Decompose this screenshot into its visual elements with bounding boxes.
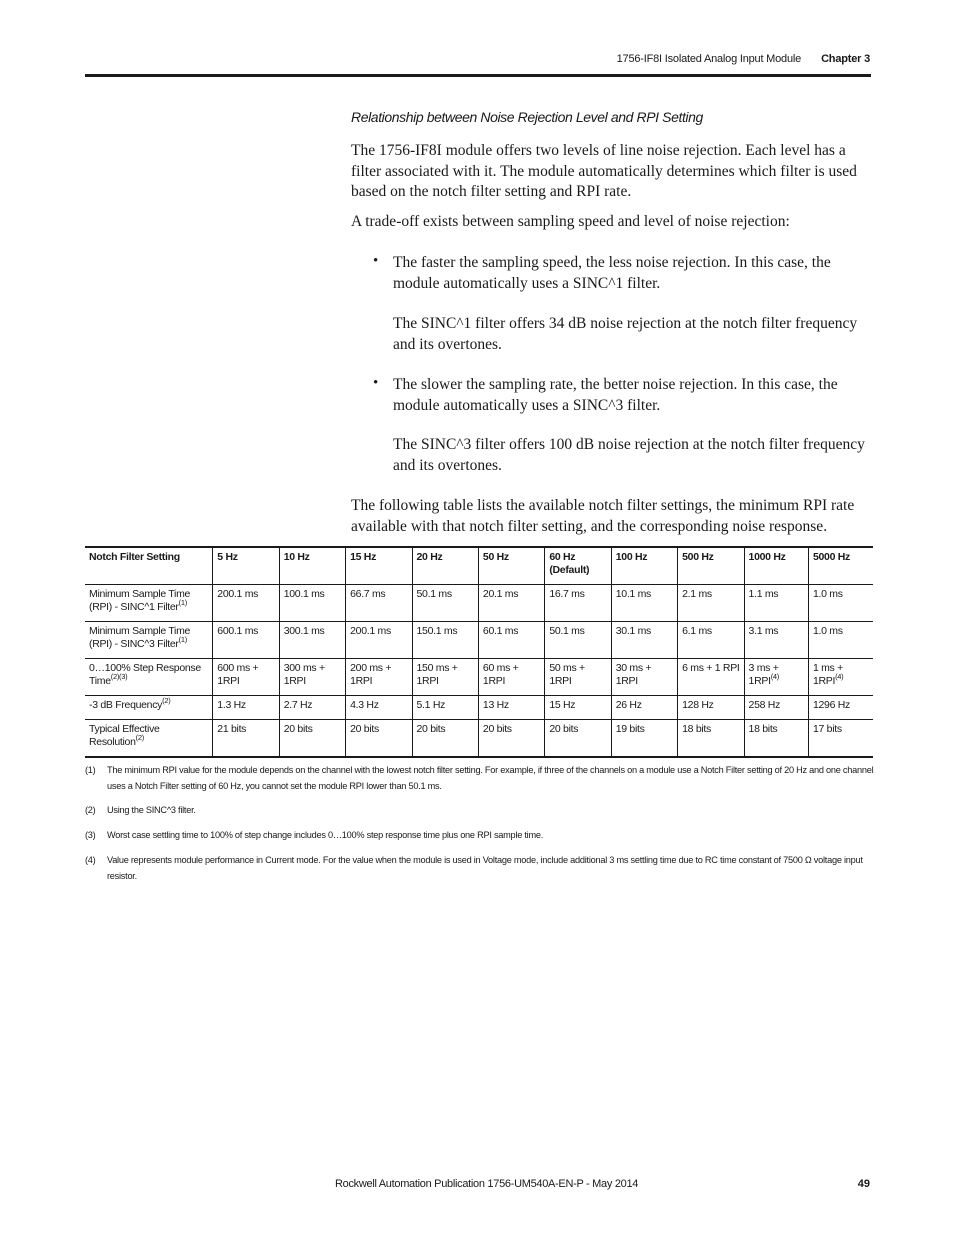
- bullet-2-detail: The SINC^3 filter offers 100 dB noise rejection at the notch filter frequency and its overtones.: [393, 436, 865, 474]
- table-cell: 20 bits: [412, 720, 478, 758]
- table-cell: 1.1 ms: [744, 585, 808, 622]
- table-cell: 6 ms + 1 RPI: [678, 659, 744, 696]
- table-cell: 1.0 ms: [808, 622, 873, 659]
- table-cell: 20 bits: [279, 720, 345, 758]
- table-cell: 2.7 Hz: [279, 696, 345, 720]
- table-cell: 300.1 ms: [279, 622, 345, 659]
- bullet-marker: •: [373, 375, 379, 391]
- table-intro-paragraph: The following table lists the available notch filter settings, the minimum RPI rate available with that notch filter setting, and the corresponding noise response.: [351, 497, 855, 535]
- table-cell: 200 ms + 1RPI: [346, 659, 412, 696]
- table-cell: 26 Hz: [611, 696, 677, 720]
- column-header: 15 Hz: [346, 547, 412, 585]
- footnote-3: (3) Worst case settling time to 100% of step change includes 0…100% step response time plus one RPI sample time.: [85, 830, 544, 840]
- table-row: [85, 720, 873, 758]
- bullet-1-text: The faster the sampling speed, the less noise rejection. In this case, the module automatically uses a SINC^1 filter.: [393, 254, 831, 292]
- table-cell: 6.1 ms: [678, 622, 744, 659]
- table-cell: 200.1 ms: [213, 585, 279, 622]
- table-cell: 60.1 ms: [478, 622, 544, 659]
- table-cell: 30 ms + 1RPI: [611, 659, 677, 696]
- table-cell: 50 ms + 1RPI: [545, 659, 611, 696]
- header-rule: [85, 74, 871, 77]
- table-cell: 50.1 ms: [412, 585, 478, 622]
- tradeoff-paragraph: A trade-off exists between sampling speed and level of noise rejection:: [351, 213, 790, 230]
- footnote-4: (4) Value represents module performance in Current mode. For the value when the module is used in Voltage mode, include additional 3 ms settling time due to RC time constant of 7500 Ω voltage input resistor.: [85, 855, 863, 881]
- table-cell: 5.1 Hz: [412, 696, 478, 720]
- table-cell: 30.1 ms: [611, 622, 677, 659]
- header-module-title: 1756-IF8I Isolated Analog Input Module: [616, 53, 802, 65]
- column-header: 1000 Hz: [744, 547, 808, 585]
- column-header: 5000 Hz: [808, 547, 873, 585]
- table-cell: 66.7 ms: [346, 585, 412, 622]
- table-cell: 1296 Hz: [808, 696, 873, 720]
- intro-paragraph: The 1756-IF8I module offers two levels of line noise rejection. Each level has a filter associated with it. The module automatically determines which filter is used based on the notch filter setting and RPI rate.: [351, 142, 857, 200]
- table-cell: 258 Hz: [744, 696, 808, 720]
- notch-filter-table: [85, 546, 873, 758]
- table-cell: 20 bits: [478, 720, 544, 758]
- footnote-2: (2) Using the SINC^3 filter.: [85, 805, 196, 815]
- row-label: -3 dB Frequency$^{(2)}$: [85, 696, 213, 720]
- table-cell: 10.1 ms: [611, 585, 677, 622]
- column-header: 100 Hz: [611, 547, 677, 585]
- bullet-2-text: The slower the sampling rate, the better noise rejection. In this case, the module automatically uses a SINC^3 filter.: [393, 376, 838, 414]
- table-cell: 4.3 Hz: [346, 696, 412, 720]
- bullet-1-detail: The SINC^1 filter offers 34 dB noise rejection at the notch filter frequency and its overtones.: [393, 315, 858, 353]
- row-label: Minimum Sample Time (RPI) - SINC^3 Filter$^{(1)}$: [85, 622, 213, 659]
- table-cell: 1.3 Hz: [213, 696, 279, 720]
- table-cell: 2.1 ms: [678, 585, 744, 622]
- table-cell: 300 ms + 1RPI: [279, 659, 345, 696]
- column-header: 50 Hz: [478, 547, 544, 585]
- table-cell: 600 ms + 1RPI: [213, 659, 279, 696]
- table-cell: 1.0 ms: [808, 585, 873, 622]
- table-cell: 1 ms + $1RPI^{(4)}$: [808, 659, 873, 696]
- publication-footer: Rockwell Automation Publication 1756-UM540A-EN-P - May 2014: [335, 1178, 639, 1190]
- table-cell: 60 ms + 1RPI: [478, 659, 544, 696]
- table-cell: 150 ms + 1RPI: [412, 659, 478, 696]
- table-cell: 100.1 ms: [279, 585, 345, 622]
- running-header: [617, 53, 870, 65]
- table-row: [85, 585, 873, 622]
- column-header: 60 Hz (Default): [545, 547, 611, 585]
- table-cell: 3 ms + $1RPI^{(4)}$: [744, 659, 808, 696]
- row-label: Minimum Sample Time (RPI) - SINC^1 Filter$^{(1)}$: [85, 585, 213, 622]
- row-label: Typical Effective Resolution$^{(2)}$: [85, 720, 213, 758]
- table-cell: 3.1 ms: [744, 622, 808, 659]
- table-cell: 150.1 ms: [412, 622, 478, 659]
- section-subtitle: Relationship between Noise Rejection Level and RPI Setting: [351, 109, 703, 125]
- column-header: 10 Hz: [279, 547, 345, 585]
- column-header: 20 Hz: [412, 547, 478, 585]
- table-header-row: [85, 547, 873, 585]
- table-cell: 128 Hz: [678, 696, 744, 720]
- table-cell: 20 bits: [545, 720, 611, 758]
- bullet-marker: •: [373, 253, 379, 269]
- table-row: [85, 622, 873, 659]
- table-cell: 50.1 ms: [545, 622, 611, 659]
- table-cell: 18 bits: [678, 720, 744, 758]
- table-row: [85, 659, 873, 696]
- table-cell: 200.1 ms: [346, 622, 412, 659]
- table-cell: 21 bits: [213, 720, 279, 758]
- table-cell: 16.7 ms: [545, 585, 611, 622]
- table-cell: 18 bits: [744, 720, 808, 758]
- column-header: Notch Filter Setting: [85, 547, 213, 585]
- table-cell: 15 Hz: [545, 696, 611, 720]
- header-chapter: Chapter 3: [821, 53, 870, 65]
- table-cell: 20 bits: [346, 720, 412, 758]
- footnote-1: (1) The minimum RPI value for the module depends on the channel with the lowest notch filter setting. For example, if three of the channels on a module use a Notch Filter setting of 20 Hz and one channel uses a Notch Filter setting of 60 Hz, you cannot set the module RPI lower than 50.1 ms.: [85, 765, 874, 791]
- table-row: [85, 696, 873, 720]
- table-cell: 13 Hz: [478, 696, 544, 720]
- table-cell: 600.1 ms: [213, 622, 279, 659]
- page-number: 49: [857, 1178, 870, 1190]
- table-cell: 20.1 ms: [478, 585, 544, 622]
- column-header: 500 Hz: [678, 547, 744, 585]
- table-cell: 19 bits: [611, 720, 677, 758]
- column-header: 5 Hz: [213, 547, 279, 585]
- row-label: 0…100% Step Response Time$^{(2)(3)}$: [85, 659, 213, 696]
- table-cell: 17 bits: [808, 720, 873, 758]
